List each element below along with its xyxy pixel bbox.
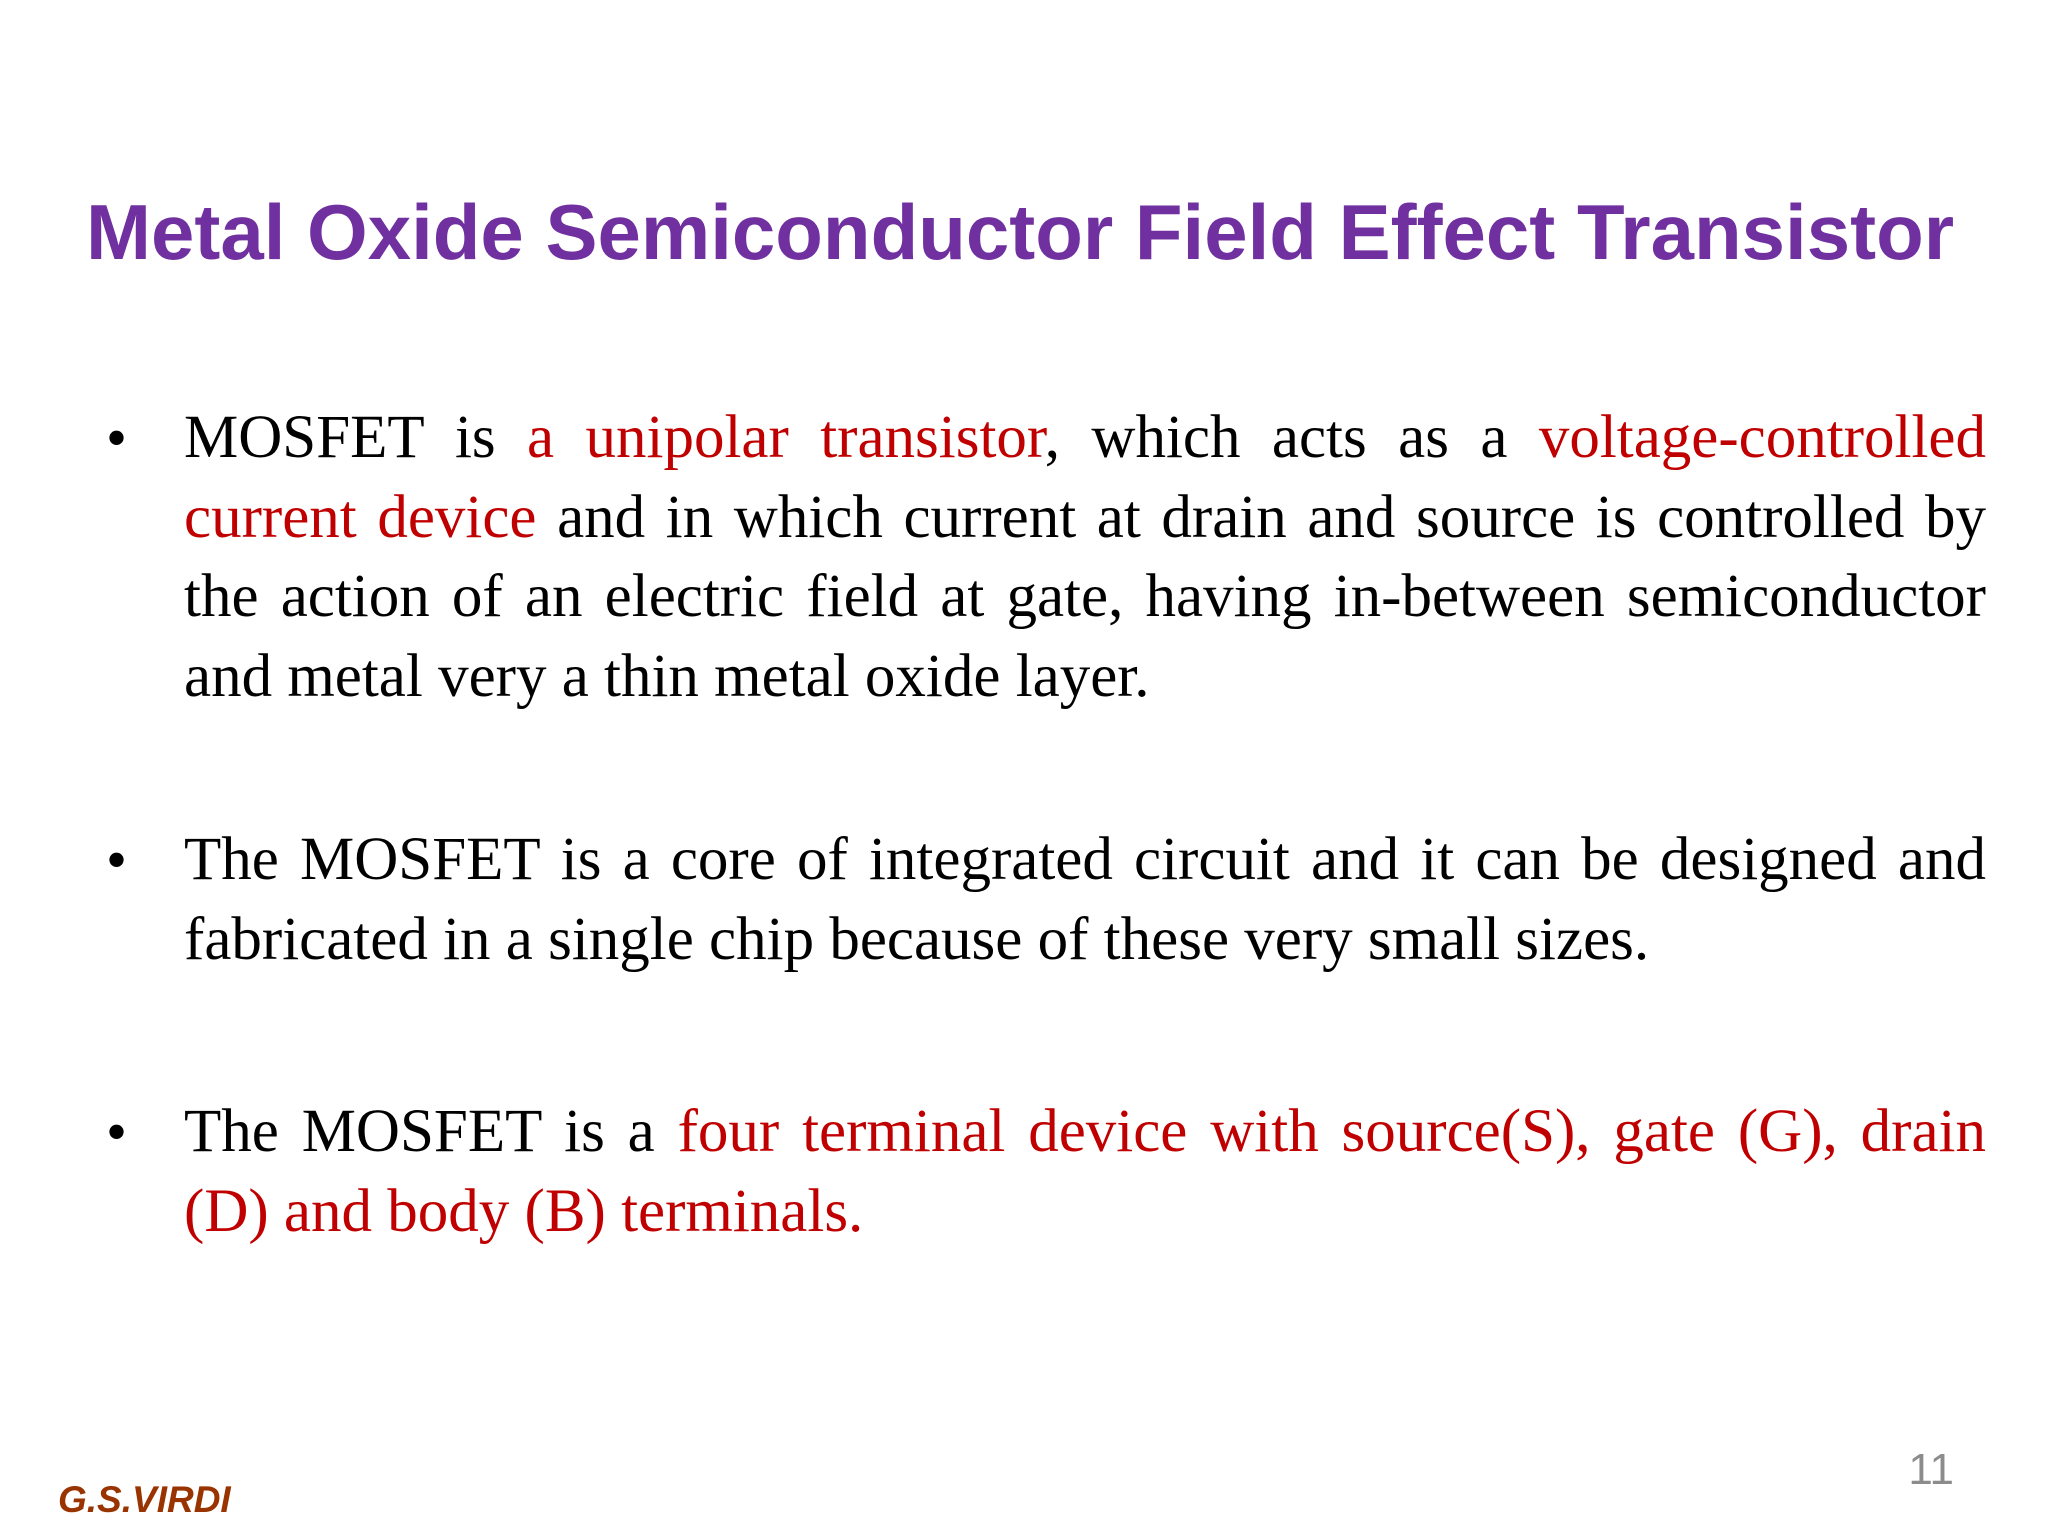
slide-title: Metal Oxide Semiconductor Field Effect Transistor bbox=[86, 188, 1955, 276]
text-segment: , which acts as a bbox=[1044, 404, 1539, 471]
bullet-dot: • bbox=[106, 1099, 128, 1165]
bullet-text bbox=[184, 1092, 1986, 1251]
text-segment: and in which current at drain and source is controlled by the action of an electric field at gate, having in-between semiconductor and metal very a thin metal oxide layer. bbox=[184, 483, 1986, 710]
bullet-text bbox=[184, 398, 1986, 716]
bullet-dot: • bbox=[106, 827, 128, 893]
highlighted-text-segment: voltage-controlled current device bbox=[184, 404, 1986, 551]
bullet-text bbox=[184, 820, 1986, 979]
text-segment: The MOSFET is a bbox=[184, 1098, 678, 1165]
text-segment: MOSFET is bbox=[184, 404, 528, 471]
author-name: G.S.VIRDI bbox=[58, 1479, 231, 1520]
highlighted-text-segment: a unipolar transistor bbox=[527, 404, 1045, 471]
bullet-dot: • bbox=[106, 405, 128, 471]
page-number: 11 bbox=[1908, 1445, 1954, 1494]
highlighted-text-segment: four terminal device with source(S), gate (G), drain (D) and body (B) terminals. bbox=[184, 1098, 1986, 1245]
text-segment: The MOSFET is a core of integrated circuit and it can be designed and fabricated in a single chip because of these very small sizes. bbox=[184, 826, 1986, 973]
